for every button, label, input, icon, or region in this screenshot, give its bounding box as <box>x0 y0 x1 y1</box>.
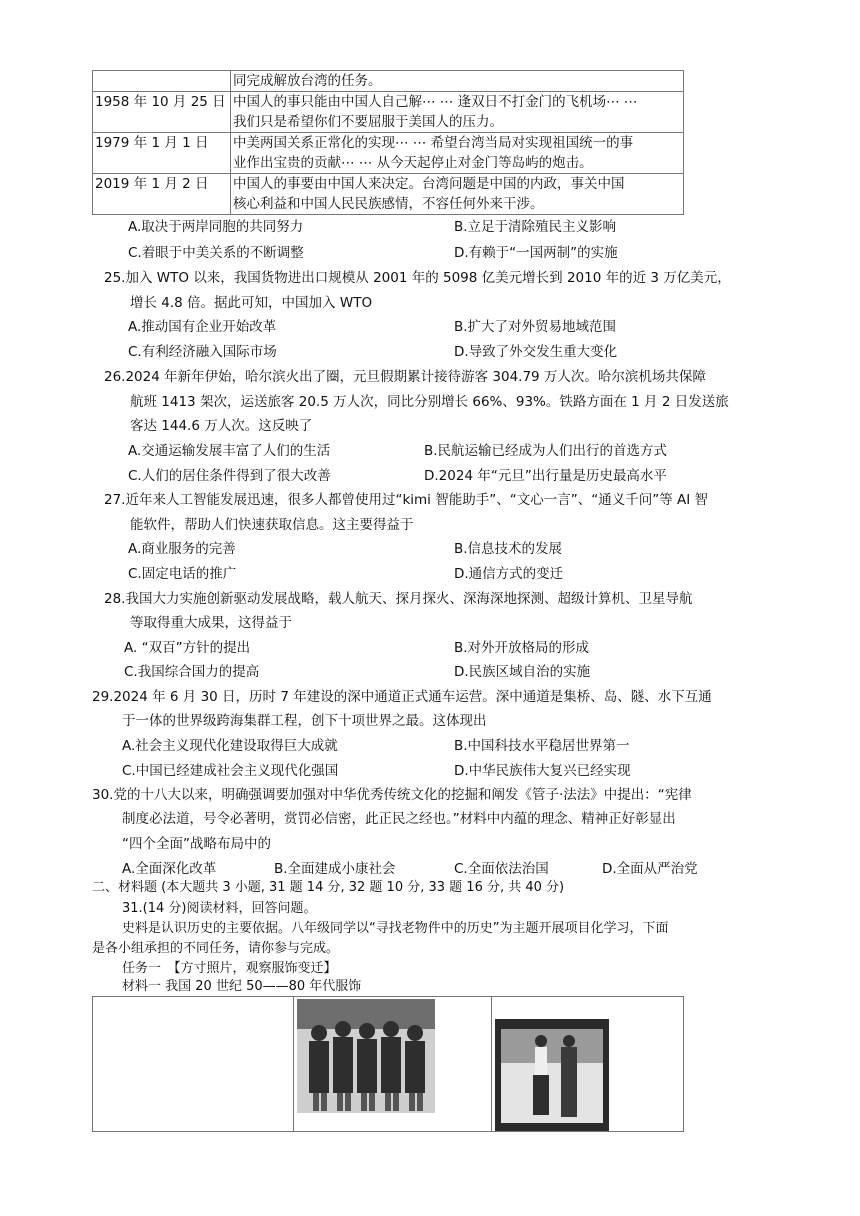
q24-option-a: A.取决于两岸同胞的共同努力 <box>128 219 304 235</box>
q26-stem: 客达 144.6 万人次。这反映了 <box>130 418 313 434</box>
q26-stem: 26.2024 年新年伊始，哈尔滨火出了圈，元旦假期累计接待游客 304.79 万人次。哈尔滨机场共保障 <box>104 369 706 385</box>
section-heading: 二、材料题 (本大题共 3 小题, 31 题 14 分, 32 题 10 分, 33 题 16 分, 共 40 分) <box>92 880 565 895</box>
quote-line: 业作出宝贵的贡献⋯ ⋯ 从今天起停止对金门等岛屿的炮击。 <box>233 155 593 171</box>
quote-line: 中国人的事要由中国人来决定。台湾问题是中国的内政，事关中国 <box>233 176 625 192</box>
q28-stem: 28.我国大力实施创新驱动发展战略，载人航天、探月探火、深海深地探测、超级计算机、卫星导航 <box>104 591 693 607</box>
q30-stem: 制度必法道，号令必著明，赏罚必信密，此正民之经也。”材料中内蕴的理念、精神正好彰显出 <box>122 811 676 827</box>
quote-line: 中国人的事只能由中国人自己解⋯ ⋯ 逢双日不打金门的飞机场⋯ ⋯ <box>233 94 638 110</box>
quote-cell <box>231 174 684 215</box>
q29-stem: 29.2024 年 6 月 30 日，历时 7 年建设的深中通道正式通车运营。深中通道是集桥、岛、隧、水下互通 <box>92 689 712 705</box>
q28-option-d: D.民族区域自治的实施 <box>454 664 591 680</box>
q31-stem: 31.(14 分)阅读材料，回答问题。 <box>122 901 317 916</box>
q24-option-c: C.着眼于中美关系的不断调整 <box>128 245 304 261</box>
q27-option-c: C.固定电话的推广 <box>128 566 237 582</box>
date-cell: 2019 年 1 月 2 日 <box>93 174 231 215</box>
q25-stem: 增长 4.8 倍。据此可知，中国加入 WTO <box>130 295 373 311</box>
q28-option-c: C.我国综合国力的提高 <box>124 664 260 680</box>
q31-intro: 史料是认识历史的主要依据。八年级同学以“寻找老物件中的历史”为主题开展项目化学习，下面 <box>122 921 669 936</box>
street-photo <box>495 1019 609 1131</box>
q29-stem: 于一体的世界级跨海集群工程，创下十项世界之最。这体现出 <box>122 713 487 729</box>
q30-stem: 30.党的十八大以来，明确强调要加强对中华优秀传统文化的挖掘和阐发《管子·法法》中提出：“宪律 <box>92 787 692 803</box>
q26-option-c: C.人们的居住条件得到了很大改善 <box>128 468 331 484</box>
q29-option-a: A.社会主义现代化建设取得巨大成就 <box>122 738 338 754</box>
table-row <box>93 133 684 174</box>
q26-stem: 航班 1413 架次，运送旅客 20.5 万人次，同比分别增长 66%、93%。铁路方面在 1 月 2 日发送旅 <box>130 394 729 410</box>
quote-cell <box>231 71 684 92</box>
q30-stem: “四个全面”战略布局中的 <box>122 836 271 852</box>
q27-option-a: A.商业服务的完善 <box>128 541 236 557</box>
q28-stem: 等取得重大成果，这得益于 <box>130 615 292 631</box>
photo-table <box>92 996 684 1132</box>
q27-option-b: B.信息技术的发展 <box>454 541 563 557</box>
date-cell <box>93 71 231 92</box>
q30-option-d: D.全面从严治党 <box>602 861 698 877</box>
q26-option-d: D.2024 年“元旦”出行量是历史最高水平 <box>424 468 667 484</box>
quote-line: 中美两国关系正常化的实现⋯ ⋯ 希望台湾当局对实现祖国统一的事 <box>233 135 634 151</box>
group-photo-image <box>297 999 435 1113</box>
table-row <box>93 92 684 133</box>
street-photo-image <box>495 1019 609 1131</box>
quote-line: 核心利益和中国人民民族感情，不容任何外来干涉。 <box>233 196 544 212</box>
quote-line: 同完成解放台湾的任务。 <box>233 73 382 89</box>
q30-option-b: B.全面建成小康社会 <box>274 861 396 877</box>
table-row <box>93 71 684 92</box>
date-cell: 1958 年 10 月 25 日 <box>93 92 231 133</box>
q29-option-d: D.中华民族伟大复兴已经实现 <box>454 763 631 779</box>
group-photo <box>297 999 435 1113</box>
q28-option-b: B.对外开放格局的形成 <box>454 640 590 656</box>
quote-cell <box>231 92 684 133</box>
material-label: 材料一 我国 20 世纪 50——80 年代服饰 <box>122 979 362 994</box>
q25-stem: 25.加入 WTO 以来，我国货物进出口规模从 2001 年的 5098 亿美元增长到 2010 年的近 3 万亿美元， <box>104 270 731 286</box>
photo-cell-empty <box>93 997 294 1131</box>
q30-option-a: A.全面深化改革 <box>122 861 217 877</box>
date-cell: 1979 年 1 月 1 日 <box>93 133 231 174</box>
events-table <box>92 70 684 215</box>
q26-option-a: A.交通运输发展丰富了人们的生活 <box>128 443 331 459</box>
q29-option-c: C.中国已经建成社会主义现代化强国 <box>122 763 339 779</box>
q25-option-d: D.导致了外交发生重大变化 <box>454 344 618 360</box>
quote-cell <box>231 133 684 174</box>
q24-option-d: D.有赖于“一国两制”的实施 <box>454 245 618 261</box>
q25-option-c: C.有利经济融入国际市场 <box>128 344 277 360</box>
q27-stem: 能软件，帮助人们快速获取信息。这主要得益于 <box>130 517 414 533</box>
q25-option-b: B.扩大了对外贸易地域范围 <box>454 319 617 335</box>
q25-option-a: A.推动国有企业开始改革 <box>128 319 277 335</box>
task-heading: 任务一 【方寸照片，观察服饰变迁】 <box>122 961 337 976</box>
q31-intro: 是各小组承担的不同任务，请你参与完成。 <box>92 941 340 956</box>
q27-option-d: D.通信方式的变迁 <box>454 566 564 582</box>
q29-option-b: B.中国科技水平稳居世界第一 <box>454 738 630 754</box>
q24-option-b: B.立足于清除殖民主义影响 <box>454 219 617 235</box>
q30-option-c: C.全面依法治国 <box>454 861 549 877</box>
q26-option-b: B.民航运输已经成为人们出行的首选方式 <box>424 443 668 459</box>
q28-option-a: A. “双百”方针的提出 <box>124 640 251 656</box>
table-row <box>93 174 684 215</box>
q27-stem: 27.近年来人工智能发展迅速，很多人都曾使用过“kimi 智能助手”、“文心一言”、“通义千问”等 AI 智 <box>104 492 708 508</box>
quote-line: 我们只是希望你们不要屈服于美国人的压力。 <box>233 114 503 130</box>
